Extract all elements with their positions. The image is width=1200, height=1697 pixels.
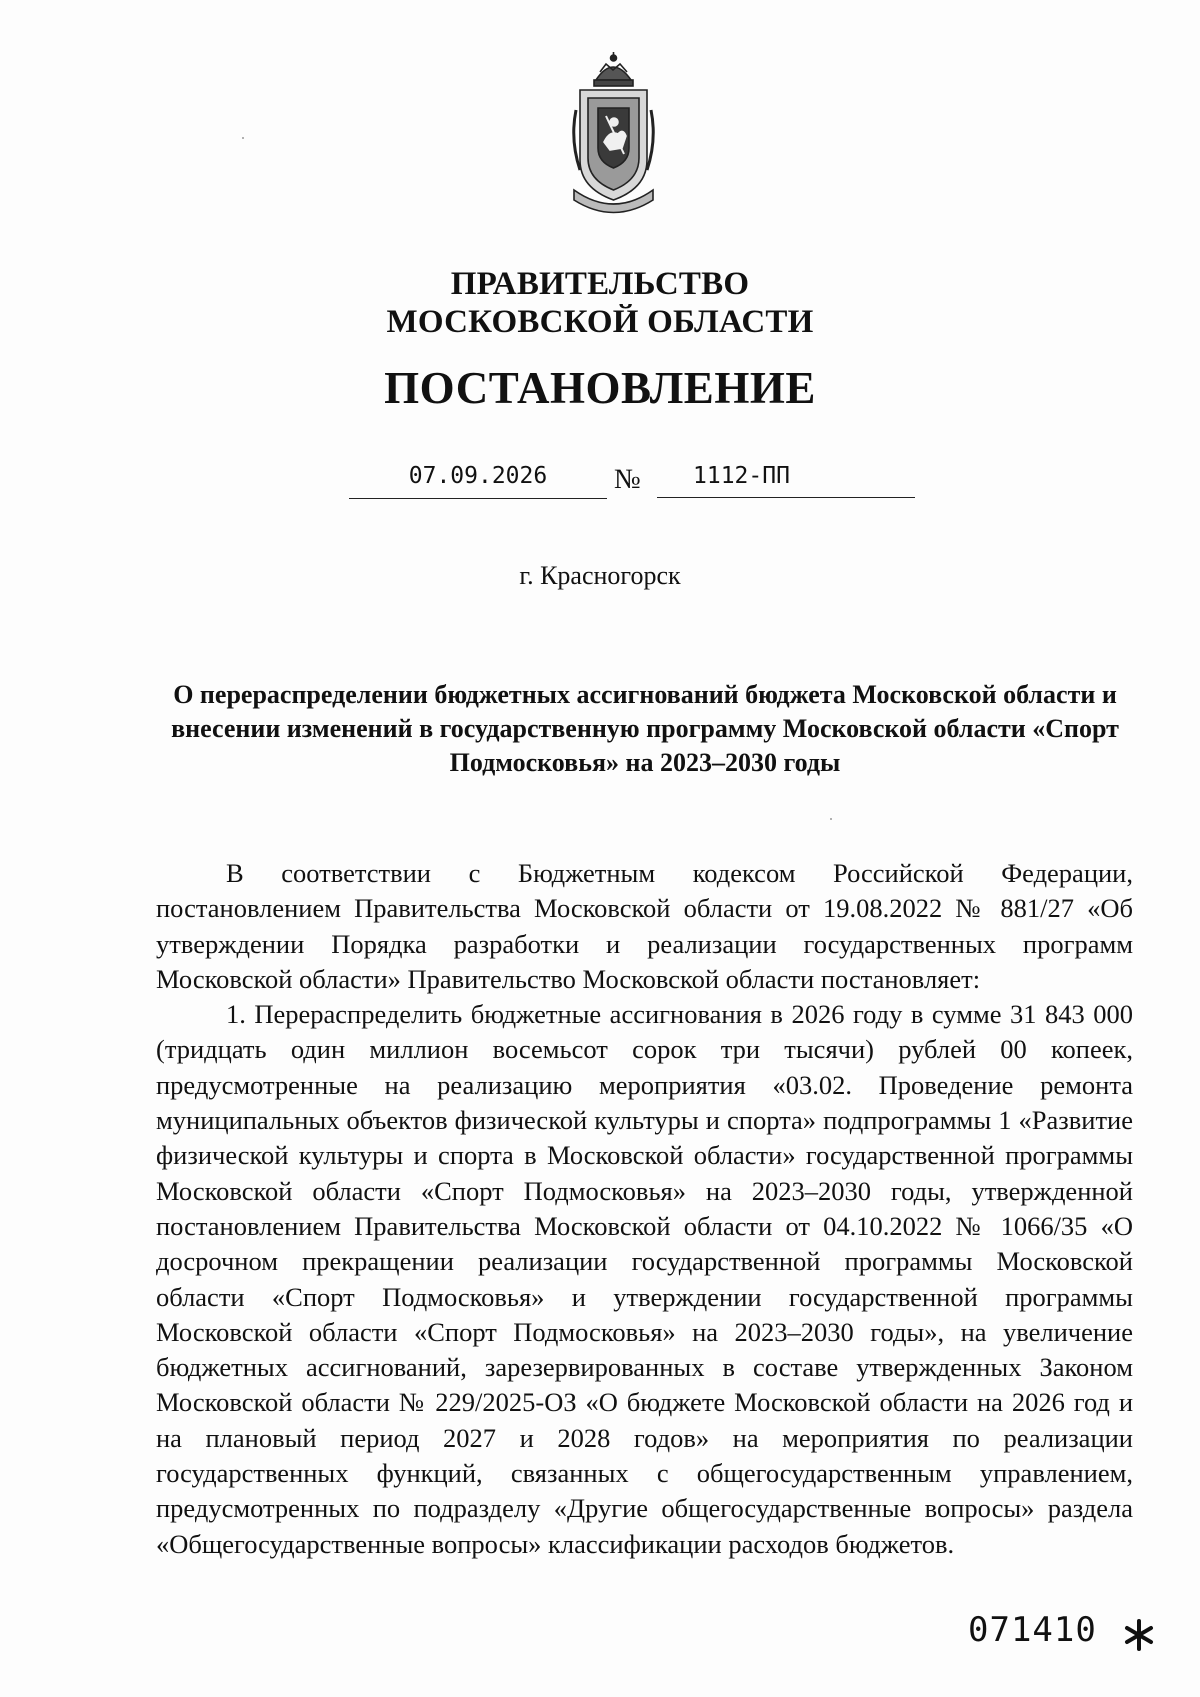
number-sign: № xyxy=(614,464,641,495)
decree-subject: О перераспределении бюджетных ассигнований бюджета Московской области и внесении изменений в государственную программу Московской области «Спорт Подмосковья» на 2023–2030 годы xyxy=(171,680,1119,777)
body-paragraph-preamble: В соответствии с Бюджетным кодексом Российской Федерации, постановлением Правительства Московской области от 19.08.2022 № 881/27 «Об утверждении Порядка разработки и реализации государственных программ Московской области» Правительство Московской области постановляет: xyxy=(156,858,1133,994)
asterisk-mark-icon xyxy=(1122,1618,1156,1652)
government-name-line1: ПРАВИТЕЛЬСТВО xyxy=(450,266,750,302)
moscow-oblast-coat-of-arms-icon xyxy=(566,50,661,215)
decree-number: 1112-ПП xyxy=(657,458,915,498)
government-name-line2: МОСКОВСКОЙ ОБЛАСТИ xyxy=(386,304,814,340)
document-type-title: ПОСТАНОВЛЕНИЕ xyxy=(384,363,816,413)
serial-number: 071410 xyxy=(968,1610,1097,1650)
decree-body xyxy=(156,856,1133,1562)
decree-date: 07.09.2026 xyxy=(349,458,607,499)
city-of-issue: г. Красногорск xyxy=(519,561,681,590)
scan-speck xyxy=(242,137,244,139)
scan-speck xyxy=(830,818,832,820)
body-paragraph-item-1: 1. Перераспределить бюджетные ассигнования в 2026 году в сумме 31 843 000 (тридцать один миллион восемьсот сорок три тысячи) рублей 00 копеек, предусмотренные на реализацию мероприятия «03.02. Проведение ремонта муниципальных объектов физической культуры и спорта» подпрограммы 1 «Развитие физической культуры и спорта в Московской области» государственной программы Московской области «Спорт Подмосковья» на 2023–2030 годы, утвержденной постановлением Правительства Московской области от 04.10.2022 № 1066/35 «О досрочном прекращении реализации государственной программы Московской области «Спорт Подмосковья» и утверждении государственной программы Московской области «Спорт Подмосковья» на 2023–2030 годы», на увеличение бюджетных ассигнований, зарезервированных в составе утвержденных Законом Московской области № 229/2025-ОЗ «О бюджете Московской области на 2026 год и на плановый период 2027 и 2028 годов» на мероприятия по реализации государственных функций, связанных с общегосударственным управлением, предусмотренных по подразделу «Другие общегосударственные вопросы» раздела «Общегосударственные вопросы» классификации расходов бюджетов. xyxy=(156,999,1133,1559)
